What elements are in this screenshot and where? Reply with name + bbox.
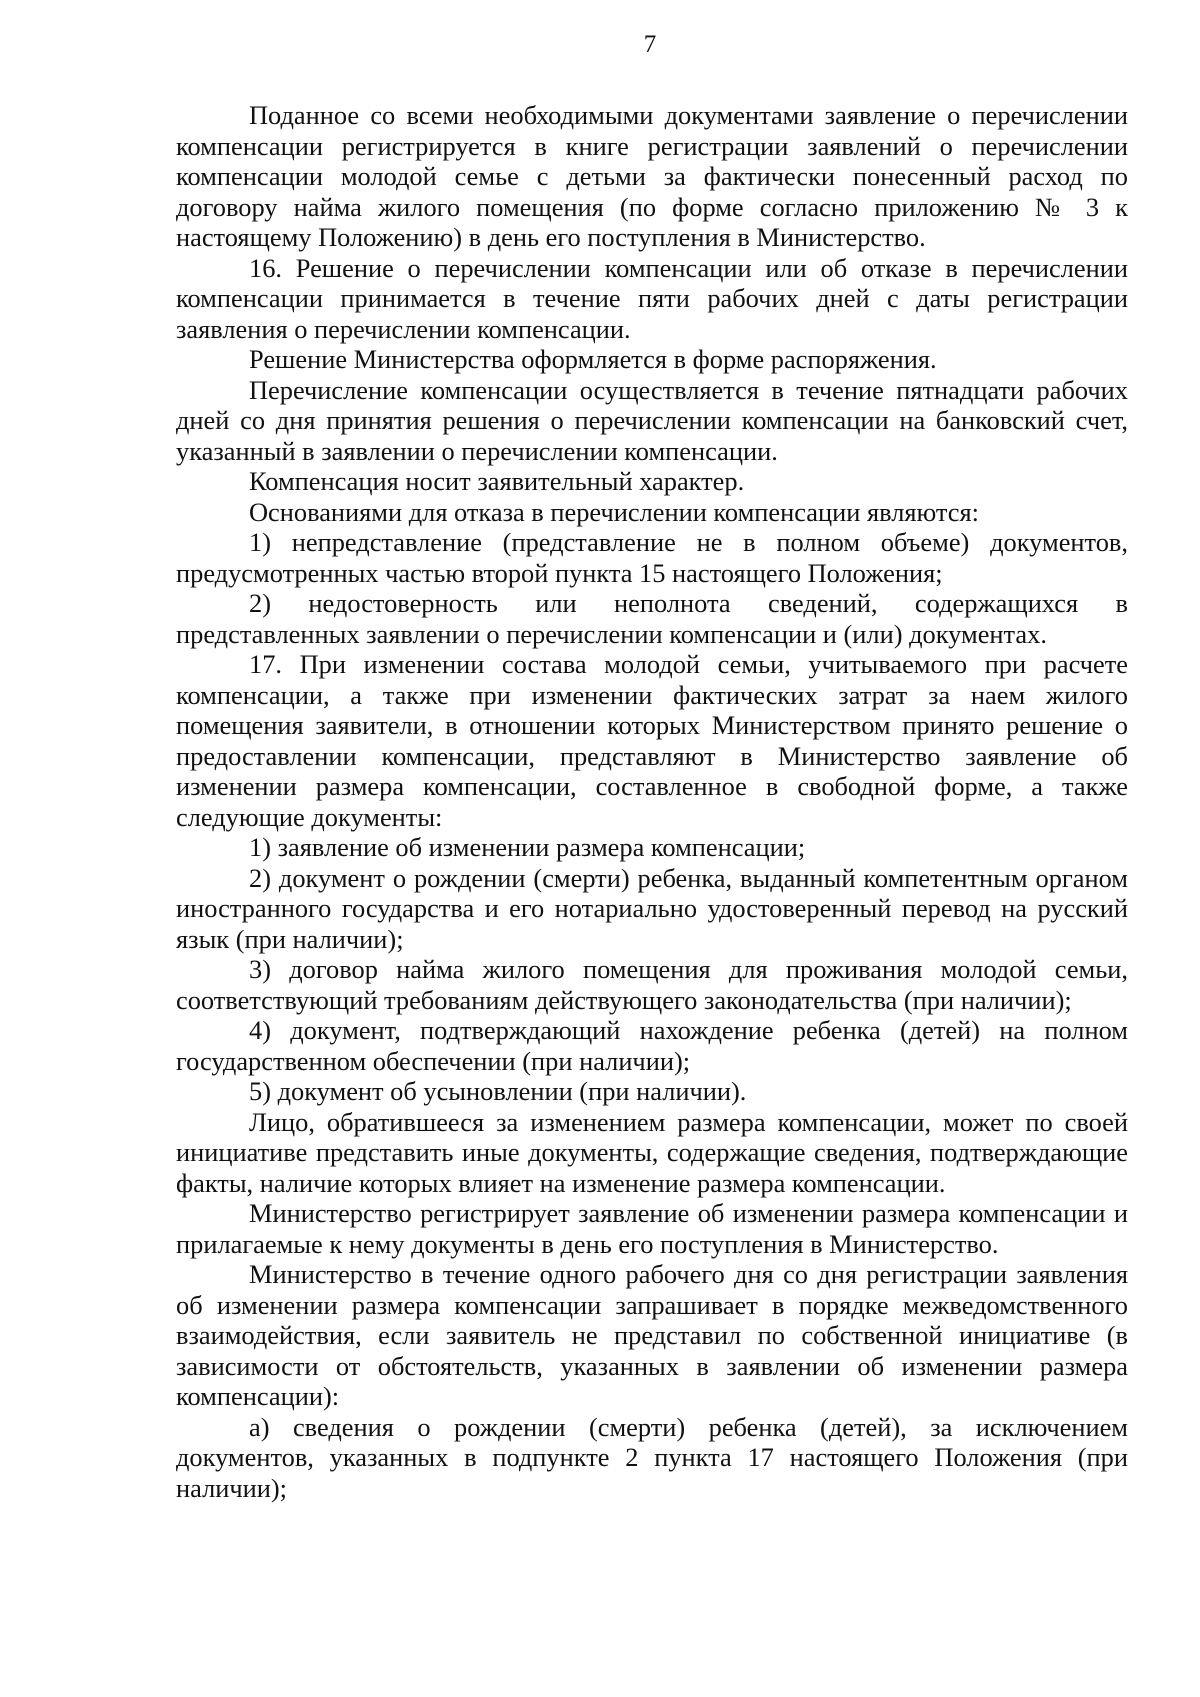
paragraph: Перечисление компенсации осуществляется в течение пятнадцати рабочих дней со дня принятия решения о перечислении компенсации на банковский счет, указанный в заявлении о перечислении компенсации.	[176, 374, 1128, 466]
paragraph: 16. Решение о перечислении компенсации или об отказе в перечислении компенсации принимается в течение пяти рабочих дней с даты регистрации заявления о перечислении компенсации.	[176, 252, 1128, 344]
list-item: 1) непредставление (представление не в полном объеме) документов, предусмотренных частью второй пункта 15 настоящего Положения;	[176, 527, 1128, 588]
list-item: 5) документ об усыновлении (при наличии).	[249, 1076, 747, 1106]
page-number: 7	[643, 31, 657, 58]
list-item: 1) заявление об изменении размера компенсации;	[249, 832, 806, 862]
paragraph: Лицо, обратившееся за изменением размера компенсации, может по своей инициативе представить иные документы, содержащие сведения, подтверждающие факты, наличие которых влияет на изменение размера компенсации.	[176, 1106, 1128, 1198]
paragraph: Поданное со всеми необходимыми документами заявление о перечислении компенсации регистрируется в книге регистрации заявлений о перечислении компенсации молодой семье с детьми за фактически понесенный расход по договору найма жилого помещения (по форме согласно приложению № 3 к настоящему Положению) в день его поступления в Министерство.	[176, 100, 1128, 252]
document-body	[176, 100, 1128, 1503]
paragraph: Министерство регистрирует заявление об изменении размера компенсации и прилагаемые к нему документы в день его поступления в Министерство.	[176, 1198, 1128, 1259]
list-item: 3) договор найма жилого помещения для проживания молодой семьи, соответствующий требованиям действующего законодательства (при наличии);	[176, 954, 1128, 1015]
list-item: 2) документ о рождении (смерти) ребенка, выданный компетентным органом иностранного государства и его нотариально удостоверенный перевод на русский язык (при наличии);	[176, 862, 1128, 954]
list-item: 4) документ, подтверждающий нахождение ребенка (детей) на полном государственном обеспечении (при наличии);	[176, 1015, 1128, 1076]
list-item: а) сведения о рождении (смерти) ребенка (детей), за исключением документов, указанных в подпункте 2 пункта 17 настоящего Положения (при наличии);	[176, 1411, 1128, 1503]
paragraph: 17. При изменении состава молодой семьи, учитываемого при расчете компенсации, а также при изменении фактических затрат за наем жилого помещения заявители, в отношении которых Министерством принято решение о предоставлении компенсации, представляют в Министерство заявление об изменении размера компенсации, составленное в свободной форме, а также следующие документы:	[176, 649, 1128, 832]
list-item: 2) недостоверность или неполнота сведений, содержащихся в представленных заявлении о перечислении компенсации и (или) документах.	[176, 588, 1128, 649]
paragraph: Основаниями для отказа в перечислении компенсации являются:	[249, 496, 979, 527]
paragraph: Решение Министерства оформляется в форме распоряжения.	[249, 344, 937, 374]
paragraph: Компенсация носит заявительный характер.	[249, 466, 745, 496]
paragraph: Министерство в течение одного рабочего дня со дня регистрации заявления об изменении размера компенсации запрашивает в порядке межведомственного взаимодействия, если заявитель не представил по собственной инициативе (в зависимости от обстоятельств, указанных в заявлении об изменении размера компенсации):	[176, 1259, 1128, 1411]
